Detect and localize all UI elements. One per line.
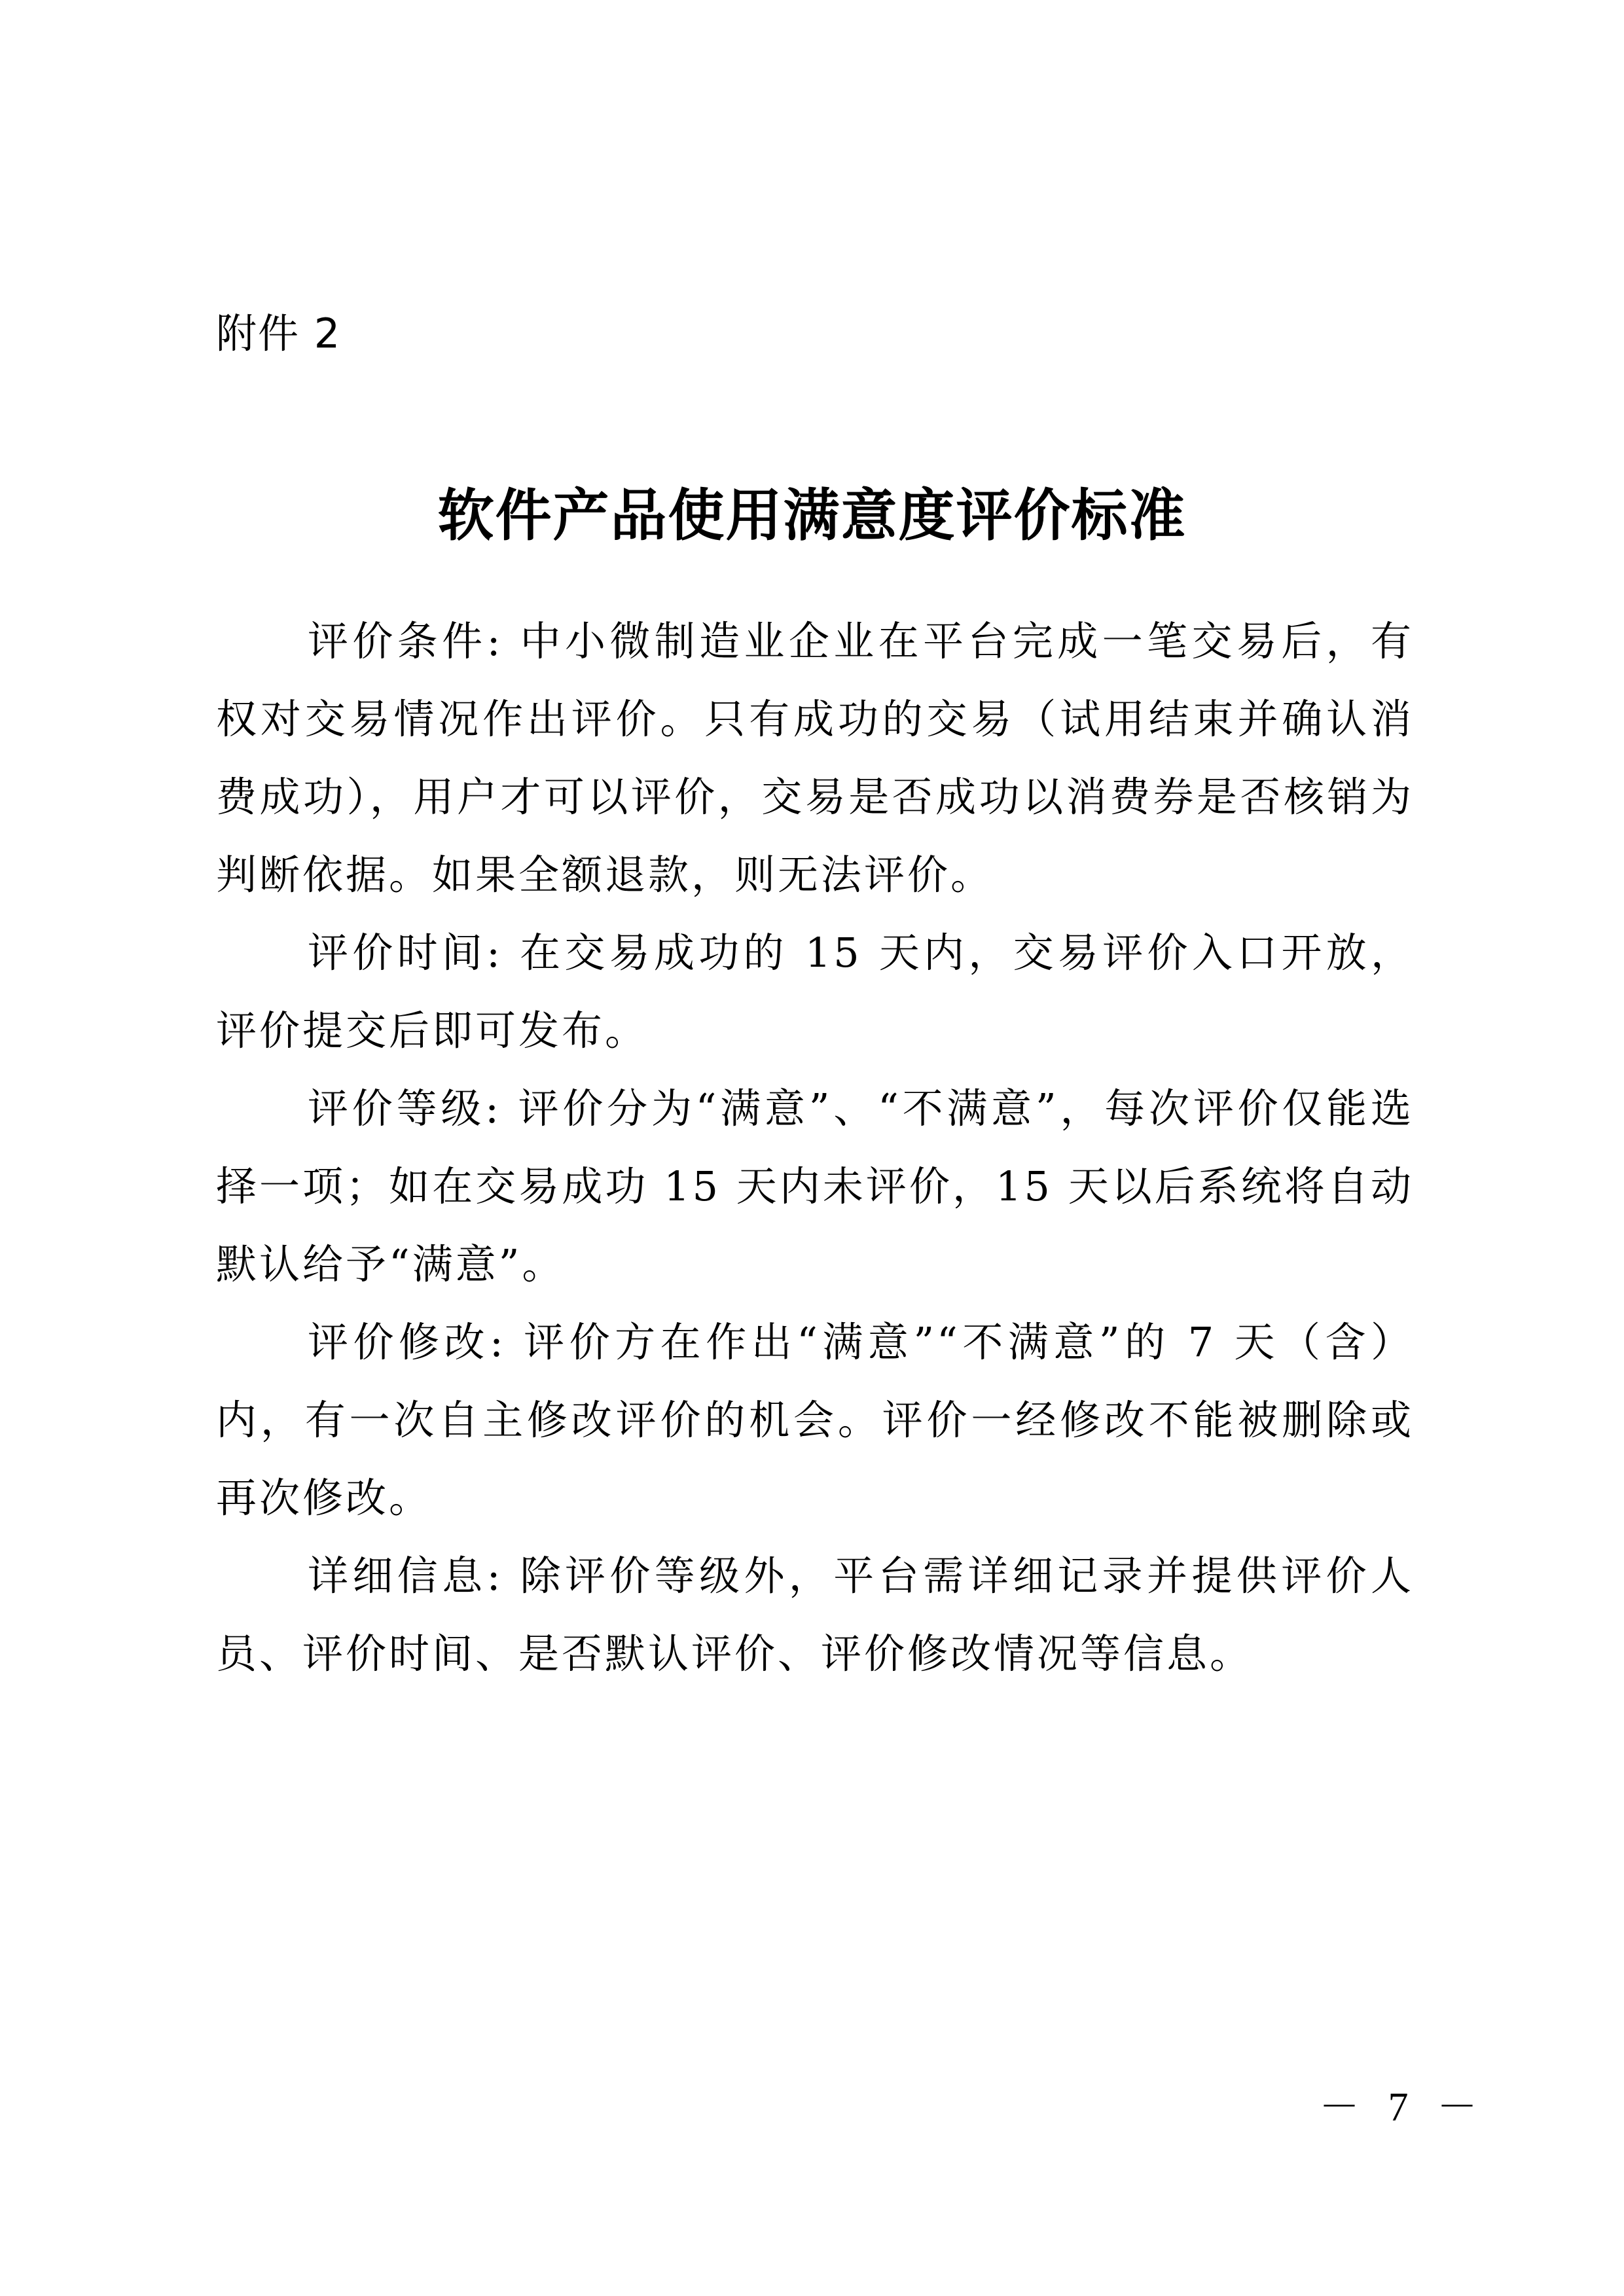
attachment-label: 附件 2 (216, 310, 342, 357)
paragraph-text: 在交易成功的 15 天内，交易评价入口开放，评价提交后即可发布。 (216, 929, 1414, 1054)
paragraph-evaluation-modification (216, 1303, 1414, 1537)
paragraph-evaluation-conditions (216, 602, 1414, 914)
document-title: 软件产品使用满意度评价标准 (437, 482, 1187, 548)
paragraph-text: 评价方在作出“满意”“不满意”的 7 天（含）内，有一次自主修改评价的机会。评价一经修改不能被删除或再次修改。 (216, 1318, 1415, 1522)
paragraph-evaluation-time (216, 914, 1414, 1069)
paragraph-text: 除评价等级外，平台需详细记录并提供评价人员、评价时间、是否默认评价、评价修改情况等信息。 (216, 1552, 1415, 1677)
paragraph-label: 详细信息: (308, 1552, 503, 1600)
paragraph-evaluation-levels (216, 1069, 1414, 1303)
paragraph-detailed-information (216, 1537, 1414, 1693)
paragraph-label: 评价时间: (308, 929, 503, 977)
document-body (216, 602, 1414, 1693)
paragraph-label: 评价条件: (308, 617, 503, 665)
paragraph-text: 评价分为“满意”、“不满意”，每次评价仅能选择一项；如在交易成功 15 天内未评价，15 天以后系统将自动默认给予“满意”。 (216, 1085, 1414, 1288)
paragraph-label: 评价修改: (308, 1318, 506, 1366)
paragraph-label: 评价等级: (308, 1085, 502, 1132)
page-number: － 7 － (1319, 2085, 1487, 2130)
paragraph-text: 中小微制造业企业在平台完成一笔交易后，有权对交易情况作出评价。只有成功的交易（试用结束并确认消费成功），用户才可以评价，交易是否成功以消费券是否核销为判断依据。如果全额退款，则无法评价。 (216, 617, 1415, 899)
